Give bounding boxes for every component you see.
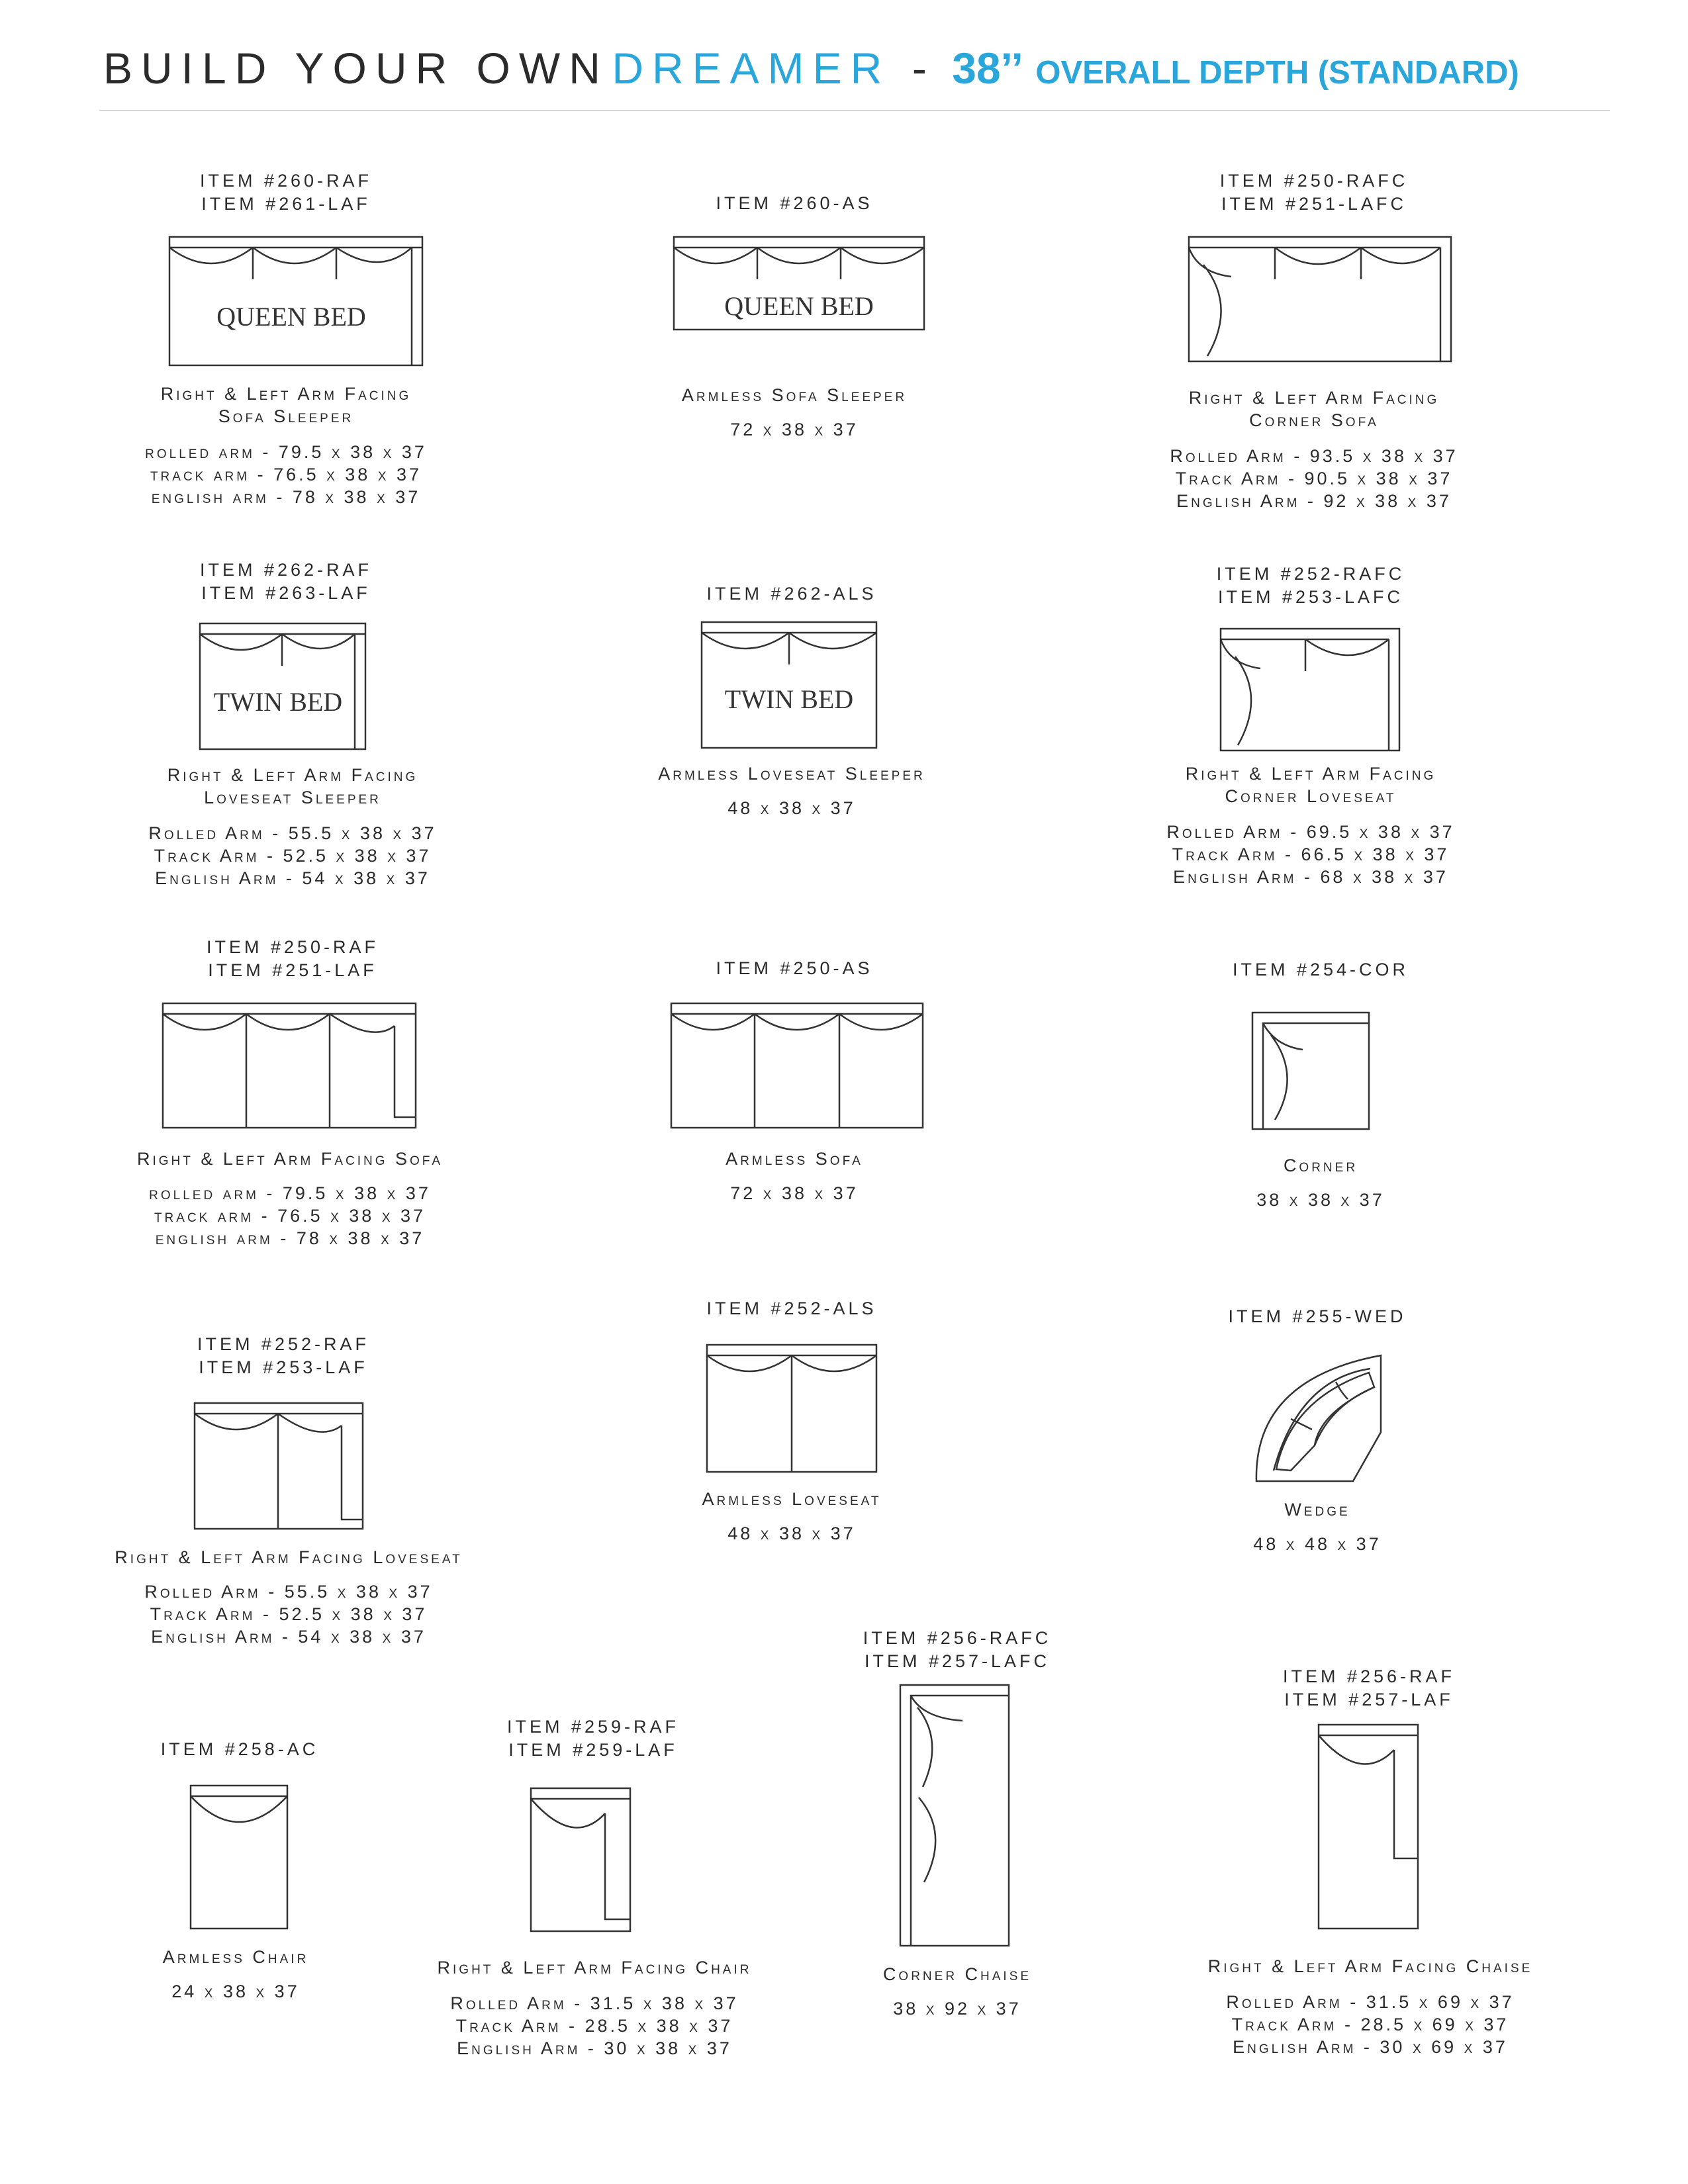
title-part-2: DREAMER [612,44,891,93]
item-dimension: Track Arm - 28.5 x 69 x 37 [1231,2015,1509,2034]
item-260-raf [87,169,485,216]
item-label: ITEM #259-RAF [506,1717,680,1737]
item-250-raf-info [91,1148,489,1250]
item-dimension: English Arm - 54 x 38 x 37 [151,1627,426,1647]
corner-sofa-diagram [1185,233,1455,365]
item-dimension: 38 x 38 x 37 [1256,1190,1385,1210]
item-label: ITEM #255-WED [1228,1306,1407,1326]
item-259-raf [395,1715,792,1762]
item-256-rafc-info [759,1963,1156,2020]
item-dimension: Rolled Arm - 69.5 x 38 x 37 [1166,822,1455,842]
item-262-als-info [593,762,990,819]
item-dimension: Track Arm - 28.5 x 38 x 37 [455,2016,733,2036]
depth-value: 38’’ [952,44,1023,93]
armless-sofa-sleeper-diagram [670,233,928,334]
item-description: Armless Sofa Sleeper [681,385,908,405]
item-description: Armless Chair [162,1947,309,1967]
loveseat-diagram [191,1399,367,1533]
item-dimension: Track Arm - 90.5 x 38 x 37 [1175,469,1453,488]
item-dimension: 72 x 38 x 37 [730,420,859,439]
item-label: ITEM #260-AS [716,193,873,213]
item-256-raf [1170,1665,1568,1711]
item-label: ITEM #257-LAF [1284,1690,1454,1709]
item-description: Wedge [1284,1500,1350,1520]
armless-chair-diagram [187,1782,291,1933]
item-dimension: rolled arm - 79.5 x 38 x 37 [149,1183,431,1203]
item-262-als [593,582,990,606]
item-label: ITEM #257-LAFC [864,1651,1051,1671]
item-252-als [593,1297,990,1320]
item-description: Corner Loveseat [1225,786,1397,806]
item-dimension: english arm - 78 x 38 x 37 [151,487,421,507]
item-description: Right & Left Arm Facing Chaise [1207,1956,1533,1976]
page-title [103,44,1519,93]
item-dimension: Track Arm - 52.5 x 38 x 37 [154,846,432,866]
item-255-wed [1119,1305,1516,1328]
item-262-raf [87,559,485,605]
depth-label: OVERALL DEPTH (STANDARD) [1035,55,1519,91]
item-description: Right & Left Arm Facing Chair [437,1958,752,1978]
item-description: Armless Sofa [726,1149,863,1169]
item-dimension: 72 x 38 x 37 [730,1183,859,1203]
item-256-raf-info [1132,1955,1609,2058]
item-262-raf-info [94,764,491,889]
armless-loveseat-sleeper-diagram [698,618,880,752]
bed-label: TWIN BED [213,687,343,717]
item-dimension: english arm - 78 x 38 x 37 [155,1228,425,1248]
item-dimension: English Arm - 68 x 38 x 37 [1173,867,1448,887]
item-label: ITEM #253-LAF [199,1357,368,1377]
item-label: ITEM #261-LAF [201,194,371,214]
item-label: ITEM #252-RAF [197,1334,370,1354]
item-label: ITEM #256-RAF [1282,1666,1456,1686]
item-description: Right & Left Arm Facing [160,384,412,404]
item-252-raf [85,1333,482,1379]
item-label: ITEM #250-RAFC [1219,171,1409,191]
item-label: ITEM #250-RAF [206,937,379,957]
item-description: Corner Sofa [1249,410,1379,430]
item-description: Corner [1283,1156,1358,1175]
item-dimension: track arm - 76.5 x 38 x 37 [154,1206,426,1226]
item-250-rafc-info [1115,387,1513,512]
item-label: ITEM #252-ALS [706,1298,877,1318]
item-250-as [596,957,993,980]
item-dimension: Track Arm - 52.5 x 38 x 37 [150,1604,428,1624]
item-256-rafc [759,1627,1156,1673]
item-dimension: rolled arm - 79.5 x 38 x 37 [145,442,427,462]
item-description: Right & Left Arm Facing [167,765,418,785]
item-258-ac [41,1738,438,1761]
item-dimension: 38 x 92 x 37 [893,1999,1021,2019]
item-252-rafc-info [1112,762,1509,888]
item-description: Right & Left Arm Facing [1188,388,1440,408]
item-dimension: English Arm - 30 x 69 x 37 [1233,2037,1508,2057]
item-dimension: 24 x 38 x 37 [171,1981,300,2001]
item-250-rafc [1115,169,1513,216]
item-252-rafc [1112,563,1509,609]
item-252-raf-info [50,1546,527,1648]
item-dimension: Rolled Arm - 31.5 x 69 x 37 [1226,1992,1515,2012]
item-description: Right & Left Arm Facing Sofa [136,1149,444,1169]
item-label: ITEM #251-LAF [208,960,377,980]
item-dimension: Rolled Arm - 93.5 x 38 x 37 [1170,446,1458,466]
corner-chaise-diagram [896,1681,1013,1950]
item-description: Corner Chaise [882,1964,1032,1984]
item-label: ITEM #258-AC [160,1739,319,1759]
item-dimension: 48 x 38 x 37 [727,1524,856,1543]
title-part-1: BUILD YOUR OWN [103,44,609,93]
item-260-as-info [596,384,993,441]
corner-diagram [1248,1009,1373,1133]
item-dimension: 48 x 38 x 37 [727,798,856,818]
item-label: ITEM #263-LAF [201,583,371,603]
armless-sofa-diagram [667,999,927,1132]
item-label: ITEM #262-RAF [199,560,373,580]
item-254-cor [1122,958,1519,981]
item-description: Sofa Sleeper [218,406,354,426]
header-divider [99,110,1610,111]
item-label: ITEM #262-ALS [706,584,877,604]
item-label: ITEM #253-LAFC [1217,587,1404,607]
item-dimension: track arm - 76.5 x 38 x 37 [150,465,422,484]
item-250-as-info [596,1148,993,1205]
item-255-wed-info [1119,1498,1516,1555]
item-label: ITEM #254-COR [1232,960,1409,979]
sofa-sleeper-diagram [165,233,426,369]
item-dimension: Rolled Arm - 55.5 x 38 x 37 [148,823,437,843]
bed-label: QUEEN BED [216,302,366,332]
item-dimension: English Arm - 30 x 38 x 37 [457,2038,732,2058]
item-dimension: English Arm - 92 x 38 x 37 [1176,491,1452,511]
item-dimension: English Arm - 54 x 38 x 37 [155,868,430,888]
chaise-diagram [1315,1721,1422,1933]
item-label: ITEM #251-LAFC [1221,194,1407,214]
item-label: ITEM #259-LAF [508,1740,678,1760]
title-separator: - [912,44,927,93]
bed-label: QUEEN BED [724,291,874,321]
bed-label: TWIN BED [724,684,854,714]
item-250-raf [94,936,491,982]
loveseat-sleeper-diagram [196,619,369,753]
armless-loveseat-diagram [703,1341,880,1476]
item-description: Loveseat Sleeper [204,788,381,807]
item-dimension: 48 x 48 x 37 [1253,1534,1382,1554]
item-label: ITEM #260-RAF [199,171,373,191]
item-dimension: Track Arm - 66.5 x 38 x 37 [1172,844,1450,864]
item-label: ITEM #252-RAFC [1216,564,1405,584]
item-description: Right & Left Arm Facing Loveseat [115,1547,463,1567]
item-label: ITEM #256-RAFC [863,1628,1052,1648]
item-260-raf-info [87,383,485,508]
item-label: ITEM #250-AS [716,958,873,978]
item-description: Right & Left Arm Facing [1185,764,1436,784]
item-260-as [596,192,993,215]
item-description: Armless Loveseat Sleeper [658,764,925,784]
item-254-cor-info [1122,1154,1519,1211]
item-dimension: Rolled Arm - 31.5 x 38 x 37 [450,1993,739,2013]
corner-loveseat-diagram [1217,625,1403,754]
sofa-diagram [159,999,420,1132]
item-dimension: Rolled Arm - 55.5 x 38 x 37 [144,1582,433,1602]
item-252-als-info [593,1488,990,1545]
item-description: Armless Loveseat [702,1489,882,1509]
wedge-diagram [1251,1353,1390,1485]
chair-diagram [527,1784,634,1935]
